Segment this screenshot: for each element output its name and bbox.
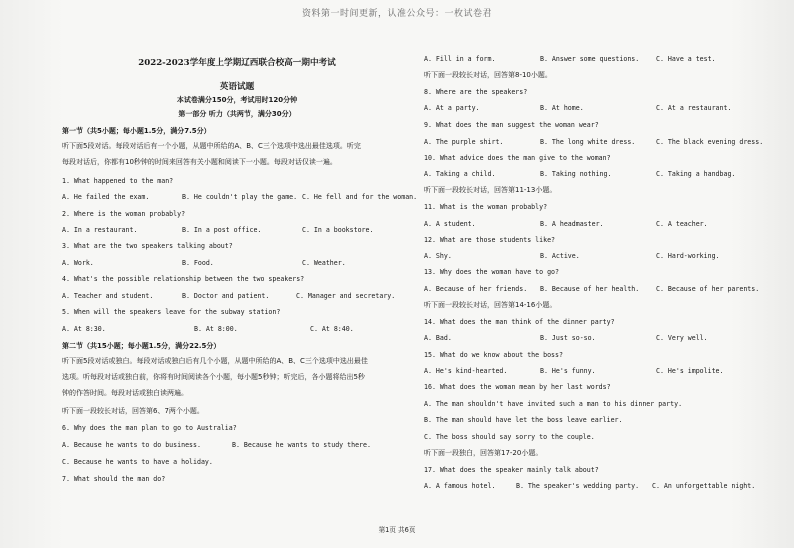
question-15: 15. What do we know about the boss? (424, 351, 563, 359)
q14-option-b: B. Just so-so. (540, 334, 596, 342)
question-7: 7. What should the man do? (62, 475, 166, 483)
q15-option-a: A. He's kind-hearted. (424, 367, 508, 375)
q17-option-c: C. An unforgettable night. (652, 482, 756, 490)
question-2: 2. Where is the woman probably? (62, 210, 186, 218)
q12-option-b: B. Active. (540, 252, 580, 260)
section2-instr-line2: 选项。听每段对话或独白前，你将有时间阅读各个小题，每小题5秒钟；听完后，各小题将给出5秒 (62, 373, 365, 381)
q2-option-a: A. In a restaurant. (62, 226, 138, 234)
question-1: 1. What happened to the man? (62, 177, 174, 185)
question-11: 11. What is the woman probably? (424, 203, 548, 211)
q17-option-b: B. The speaker's wedding party. (516, 482, 640, 490)
section2-heading: 第二节（共15小题；每小题1.5分，满分22.5分） (62, 342, 221, 350)
conversation-8-note: 听下面一段较长对话，回答第8-10小题。 (424, 71, 552, 79)
conversation-14-note: 听下面一段较长对话，回答第14-16小题。 (424, 301, 557, 309)
q5-option-c: C. At 8:40. (310, 325, 354, 333)
q15-option-c: C. He's impolite. (656, 367, 724, 375)
header-watermark: 资料第一时间更新，认准公众号：一枚试卷君 (301, 9, 492, 19)
question-5: 5. When will the speakers leave for the subway station? (62, 308, 281, 316)
q3-option-a: A. Work. (62, 259, 94, 267)
q2-option-b: B. In a post office. (182, 226, 262, 234)
q9-option-a: A. The purple shirt. (424, 138, 504, 146)
q1-option-c: C. He fell and for the woman. (302, 193, 418, 201)
section1-instr-line2: 每段对话后，你都有10秒钟的时间来回答有关小题和阅读下一小题。每段对话仅读一遍。 (62, 158, 337, 166)
q3-option-c: C. Weather. (302, 259, 346, 267)
part-one-heading: 第一部分 听力（共两节，满分30分） (178, 110, 296, 118)
q3-option-b: B. Food. (182, 259, 214, 267)
q13-option-c: C. Because of her parents. (656, 285, 760, 293)
exam-title: 2022-2023学年度上学期辽西联合校高一期中考试 (138, 58, 336, 68)
conversation-6-note: 听下面一段较长对话，回答第6、7两个小题。 (62, 407, 204, 415)
question-9: 9. What does the man suggest the woman wear? (424, 121, 599, 129)
q6-option-c: C. Because he wants to have a holiday. (62, 458, 213, 466)
q16-option-a: A. The man shouldn't have invited such a man to his dinner party. (424, 400, 683, 408)
question-14: 14. What does the man think of the dinner party? (424, 318, 615, 326)
q1-option-b: B. He couldn't play the game. (182, 193, 298, 201)
question-4: 4. What's the possible relationship between the two speakers? (62, 275, 305, 283)
q17-option-a: A. A famous hotel. (424, 482, 496, 490)
q6-option-b: B. Because he wants to study there. (232, 441, 371, 449)
question-6: 6. Why does the man plan to go to Australia? (62, 424, 237, 432)
q10-option-c: C. Taking a handbag. (656, 170, 736, 178)
q15-option-b: B. He's funny. (540, 367, 596, 375)
q16-option-b: B. The man should have let the boss leave earlier. (424, 416, 623, 424)
q14-option-a: A. Bad. (424, 334, 452, 342)
q13-option-a: A. Because of her friends. (424, 285, 528, 293)
q9-option-c: C. The black evening dress. (656, 138, 764, 146)
conversation-11-note: 听下面一段较长对话，回答第11-13小题。 (424, 186, 557, 194)
section1-instr-line1: 听下面5段对话。每段对话后有一个小题，从题中所给的A、B、C三个选项中选出最佳选项。听完 (62, 142, 361, 150)
q16-option-c: C. The boss should say sorry to the couple. (424, 433, 595, 441)
question-13: 13. Why does the woman have to go? (424, 268, 559, 276)
q7-option-c: C. Have a test. (656, 55, 716, 63)
q12-option-c: C. Hard-working. (656, 252, 720, 260)
q2-option-c: C. In a bookstore. (302, 226, 374, 234)
question-3: 3. What are the two speakers talking about? (62, 242, 233, 250)
q6-option-a: A. Because he wants to do business. (62, 441, 201, 449)
q7-option-a: A. Fill in a form. (424, 55, 496, 63)
q10-option-b: B. Taking nothing. (540, 170, 612, 178)
q11-option-a: A. A student. (424, 220, 476, 228)
q8-option-b: B. At home. (540, 104, 584, 112)
q7-option-b: B. Answer some questions. (540, 55, 640, 63)
question-16: 16. What does the woman mean by her last words? (424, 383, 611, 391)
section2-instr-line1: 听下面5段对话或独白。每段对话或独白后有几个小题，从题中所给的A、B、C三个选项中选出最佳 (62, 357, 368, 365)
q5-option-a: A. At 8:30. (62, 325, 106, 333)
q8-option-a: A. At a party. (424, 104, 480, 112)
page-footer: 第1页 共6页 (378, 526, 416, 534)
section1-heading: 第一节（共5小题；每小题1.5分，满分7.5分） (62, 127, 211, 135)
question-10: 10. What advice does the man give to the woman? (424, 154, 611, 162)
q12-option-a: A. Shy. (424, 252, 452, 260)
q11-option-c: C. A teacher. (656, 220, 708, 228)
question-8: 8. Where are the speakers? (424, 88, 528, 96)
q4-option-b: B. Doctor and patient. (182, 292, 270, 300)
q9-option-b: B. The long white dress. (540, 138, 636, 146)
exam-info: 本试卷满分150分，考试用时120分钟 (176, 96, 298, 104)
q8-option-c: C. At a restaurant. (656, 104, 732, 112)
question-12: 12. What are those students like? (424, 236, 556, 244)
q1-option-a: A. He failed the exam. (62, 193, 150, 201)
question-17: 17. What does the speaker mainly talk about? (424, 466, 599, 474)
q10-option-a: A. Taking a child. (424, 170, 496, 178)
q4-option-a: A. Teacher and student. (62, 292, 154, 300)
subject-title: 英语试题 (219, 82, 255, 92)
conversation-17-note: 听下面一段独白，回答第17-20小题。 (424, 449, 543, 457)
q13-option-b: B. Because of her health. (540, 285, 640, 293)
section2-instr-line3: 钟的作答时间。每段对话或独白读两遍。 (62, 389, 188, 397)
q14-option-c: C. Very well. (656, 334, 708, 342)
q11-option-b: B. A headmaster. (540, 220, 604, 228)
q5-option-b: B. At 8:00. (194, 325, 238, 333)
q4-option-c: C. Manager and secretary. (296, 292, 396, 300)
